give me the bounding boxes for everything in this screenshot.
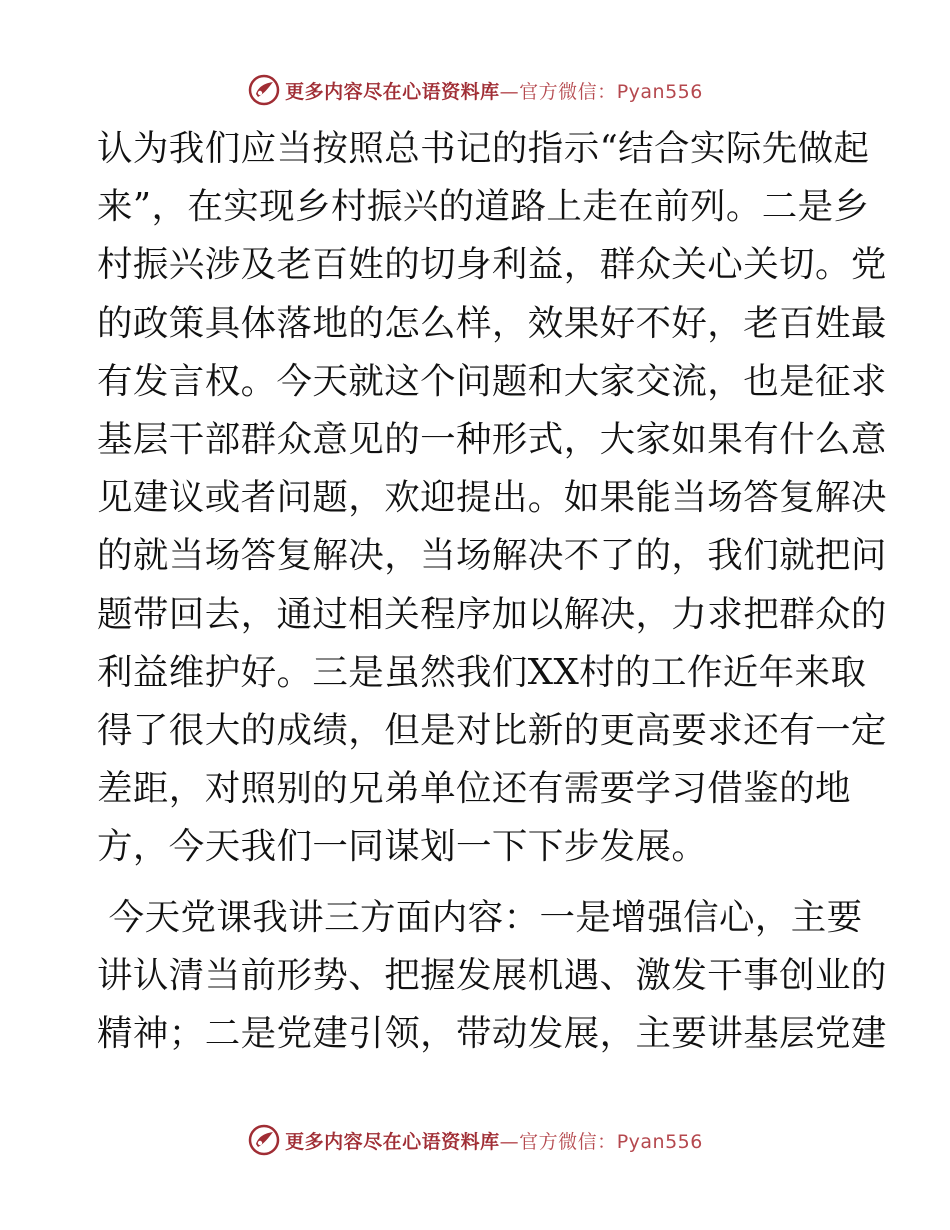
text-line: 差距，对照别的兄弟单位还有需要学习借鉴的地 bbox=[97, 768, 851, 810]
banner-dash: — bbox=[499, 80, 520, 103]
banner-text bbox=[285, 77, 703, 104]
text-line: 得了很大的成绩，但是对比新的更高要求还有一定 bbox=[97, 710, 887, 752]
text-line: 来”，在实现乡村振兴的道路上走在前列。二是乡 bbox=[97, 186, 870, 228]
text-line: 的政策具体落地的怎么样，效果好不好，老百姓最 bbox=[97, 302, 887, 344]
text-line: 题带回去，通过相关程序加以解决，力求把群众的 bbox=[97, 593, 887, 635]
banner-dash: — bbox=[499, 1130, 520, 1153]
document-body bbox=[97, 120, 887, 1063]
text-line: 方，今天我们一同谋划一下下步发展。 bbox=[97, 826, 708, 868]
banner-main-text: 更多内容尽在心语资料库 bbox=[285, 1130, 500, 1153]
banner-main-text: 更多内容尽在心语资料库 bbox=[285, 80, 500, 103]
text-line: 精神；二是党建引领，带动发展，主要讲基层党建 bbox=[97, 1013, 887, 1055]
brand-logo-icon bbox=[247, 1123, 281, 1157]
paragraph-spacer bbox=[97, 877, 857, 889]
text-line: 的就当场答复解决，当场解决不了的，我们就把问 bbox=[97, 535, 887, 577]
banner-official-label: 官方微信 bbox=[519, 80, 598, 103]
header-watermark-banner bbox=[0, 70, 950, 110]
text-line: 认为我们应当按照总书记的指示“结合实际先做起 bbox=[97, 128, 870, 169]
text-line: 今天党课我讲三方面内容：一是增强信心，主要 bbox=[97, 896, 863, 938]
banner-official-label: 官方微信 bbox=[519, 1130, 598, 1153]
banner-handle: Pyan556 bbox=[616, 80, 703, 103]
text-line: 讲认清当前形势、把握发展机遇、激发干事创业的 bbox=[97, 954, 887, 996]
text-line: 村振兴涉及老百姓的切身利益，群众关心关切。党 bbox=[97, 244, 887, 286]
banner-colon: ： bbox=[597, 1130, 617, 1153]
text-line: 利益维护好。三是虽然我们XX村的工作近年来取 bbox=[97, 651, 867, 693]
banner-colon: ： bbox=[597, 80, 617, 103]
text-line: 基层干部群众意见的一种形式，大家如果有什么意 bbox=[97, 419, 887, 461]
banner-text bbox=[285, 1127, 703, 1154]
footer-watermark-banner bbox=[0, 1120, 950, 1160]
paragraph-2 bbox=[97, 889, 887, 1064]
text-line: 有发言权。今天就这个问题和大家交流，也是征求 bbox=[97, 360, 887, 402]
banner-handle: Pyan556 bbox=[616, 1130, 703, 1153]
paragraph-1 bbox=[97, 120, 887, 877]
brand-logo-icon bbox=[247, 73, 281, 107]
text-line: 见建议或者问题，欢迎提出。如果能当场答复解决 bbox=[97, 477, 887, 519]
